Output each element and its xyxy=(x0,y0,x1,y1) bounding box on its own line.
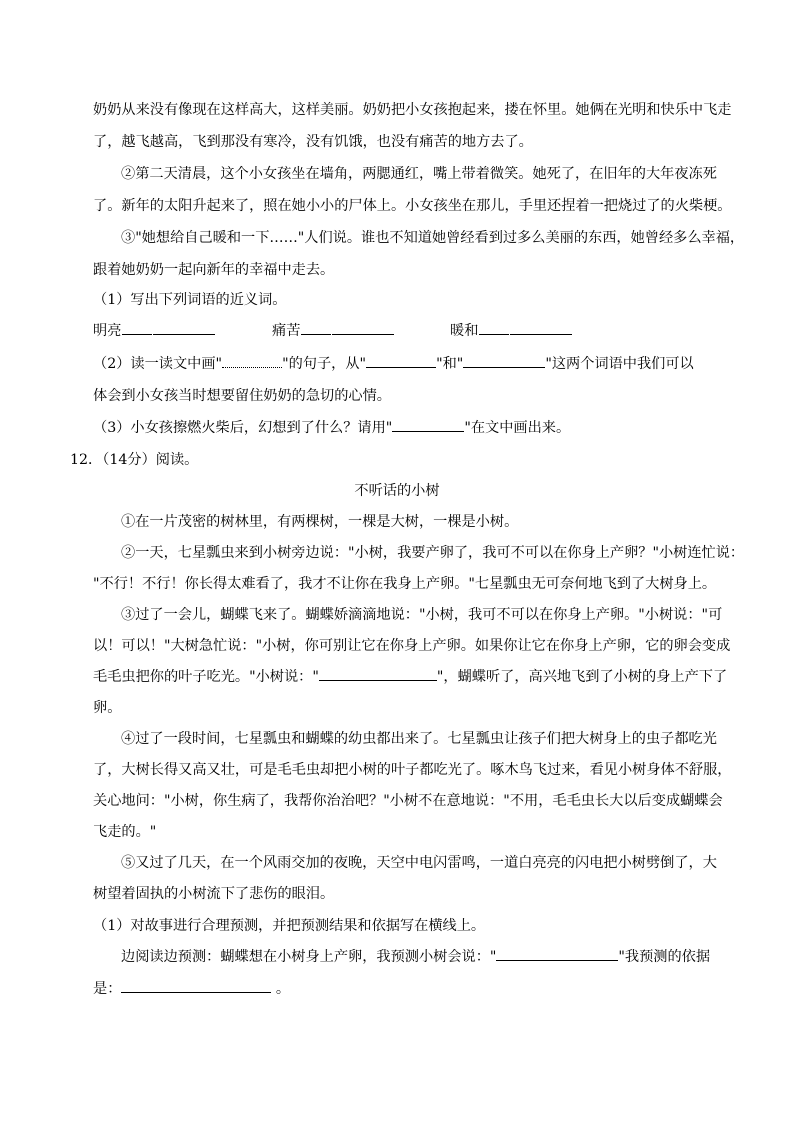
prediction-line xyxy=(121,947,761,967)
text-line: 了，大树长得又高又壮，可是毛毛虫却把小树的叶子都吃光了。啄木鸟飞过来，看见小树身体不舒服， xyxy=(93,762,732,778)
vocab-word: 痛苦 xyxy=(272,323,301,339)
text-line: 奶奶从来没有像现在这样高大，这样美丽。奶奶把小女孩抱起来，搂在怀里。她俩在光明和快乐中飞走 xyxy=(93,102,732,118)
wavy-line-mark xyxy=(222,354,282,368)
text-span: "我预测的依据 xyxy=(618,949,711,965)
vocab-item xyxy=(93,321,215,341)
text-line: 树望着固执的小树流下了悲伤的眼泪。 xyxy=(93,886,335,902)
dash xyxy=(122,325,152,335)
answer-blank[interactable] xyxy=(332,321,394,335)
question-2 xyxy=(93,354,733,374)
answer-blank[interactable] xyxy=(463,354,545,368)
text-line: ②一天，七星瓢虫来到小树旁边说："小树，我要产卵了，我可不可以在你身上产卵？"小树连忙说： xyxy=(121,545,745,561)
answer-blank[interactable] xyxy=(121,979,271,993)
text-line: 以！可以！"大树急忙说："小树，你可别让它在你身上产卵。如果你让它在你身上产卵，它的卵会变成 xyxy=(93,638,731,654)
answer-blank[interactable] xyxy=(496,947,618,961)
text-span: "，蝴蝶听了，高兴地飞到了小树的身上产下了 xyxy=(436,669,728,685)
text-line: ③过了一会儿，蝴蝶飞来了。蝴蝶娇滴滴地说："小树，我可不可以在你身上产卵。"小树说："可 xyxy=(121,607,723,623)
text-line: ③"她想给自己暖和一下……"人们说。谁也不知道她曾经看到过多么美丽的东西，她曾经多么幸福， xyxy=(121,230,745,246)
text-span: "在文中画出来。 xyxy=(464,420,571,436)
passage-title: 不听话的小树 xyxy=(354,483,440,499)
text-line: 关心地问："小树，你生病了，我帮你治治吧？"小树不在意地说："不用，毛毛虫长大以后变成蝴蝶会 xyxy=(93,793,723,809)
vocab-item xyxy=(272,321,394,341)
text-line xyxy=(93,667,733,687)
dash xyxy=(479,325,509,335)
text-line: ②第二天清晨，这个小女孩坐在墙角，两腮通红，嘴上带着微笑。她死了，在旧年的大年夜冻死 xyxy=(121,166,717,182)
text-span: 边阅读边预测：蝴蝶想在小树身上产卵，我预测小树会说：" xyxy=(121,949,497,965)
text-line: 卵。 xyxy=(93,700,122,716)
text-span: 。 xyxy=(275,981,291,997)
text-line: "不行！不行！你长得太难看了，我才不让你在我身上产卵。"七星瓢虫无可奈何地飞到了大树身上。 xyxy=(93,576,717,592)
text-line: ⑤又过了几天，在一个风雨交加的夜晚，天空中电闪雷鸣，一道白亮亮的闪电把小树劈倒了，大 xyxy=(121,855,717,871)
answer-blank[interactable] xyxy=(153,321,215,335)
text-line: ④过了一段时间，七星瓢虫和蝴蝶的幼虫都出来了。七星瓢虫让孩子们把大树身上的虫子都吃光 xyxy=(121,731,717,747)
vocab-word: 暖和 xyxy=(450,323,479,339)
question-1: （1）写出下列词语的近义词。 xyxy=(93,292,287,308)
answer-blank[interactable] xyxy=(510,321,572,335)
text-span: "和" xyxy=(436,356,464,372)
question-1: （1）对故事进行合理预测，并把预测结果和依据写在横线上。 xyxy=(93,918,486,934)
question-12-header: 12．（14分）阅读。 xyxy=(70,452,199,468)
text-line: ①在一片茂密的树林里，有两棵树，一棵是大树，一棵是小树。 xyxy=(121,514,519,530)
text-span: 是： xyxy=(93,981,122,997)
text-line: 了，越飞越高，飞到那没有寒冷，没有饥饿，也没有痛苦的地方去了。 xyxy=(93,134,533,150)
text-line: 体会到小女孩当时想要留住奶奶的急切的心情。 xyxy=(93,388,391,404)
text-span: 毛毛虫把你的叶子吃光。"小树说：" xyxy=(93,669,319,685)
text-line: 飞走的。" xyxy=(93,824,157,840)
vocab-item xyxy=(450,321,572,341)
answer-blank[interactable] xyxy=(366,354,436,368)
question-3 xyxy=(93,418,733,438)
basis-line xyxy=(93,979,733,999)
vocab-word: 明亮 xyxy=(93,323,122,339)
text-span: （2）读一读文中画" xyxy=(93,356,223,372)
text-line: 跟着她奶奶一起向新年的幸福中走去。 xyxy=(93,262,335,278)
text-line: 了。新年的太阳升起来了，照在她小小的尸体上。小女孩坐在那儿，手里还捏着一把烧过了的火柴梗。 xyxy=(93,198,732,214)
text-span: （3）小女孩擦燃火柴后，幻想到了什么？请用" xyxy=(93,420,393,436)
text-span: "这两个词语中我们可以 xyxy=(545,356,694,372)
dash xyxy=(301,325,331,335)
text-span: "的句子，从" xyxy=(282,356,367,372)
answer-blank[interactable] xyxy=(319,667,437,681)
answer-blank[interactable] xyxy=(392,418,464,432)
